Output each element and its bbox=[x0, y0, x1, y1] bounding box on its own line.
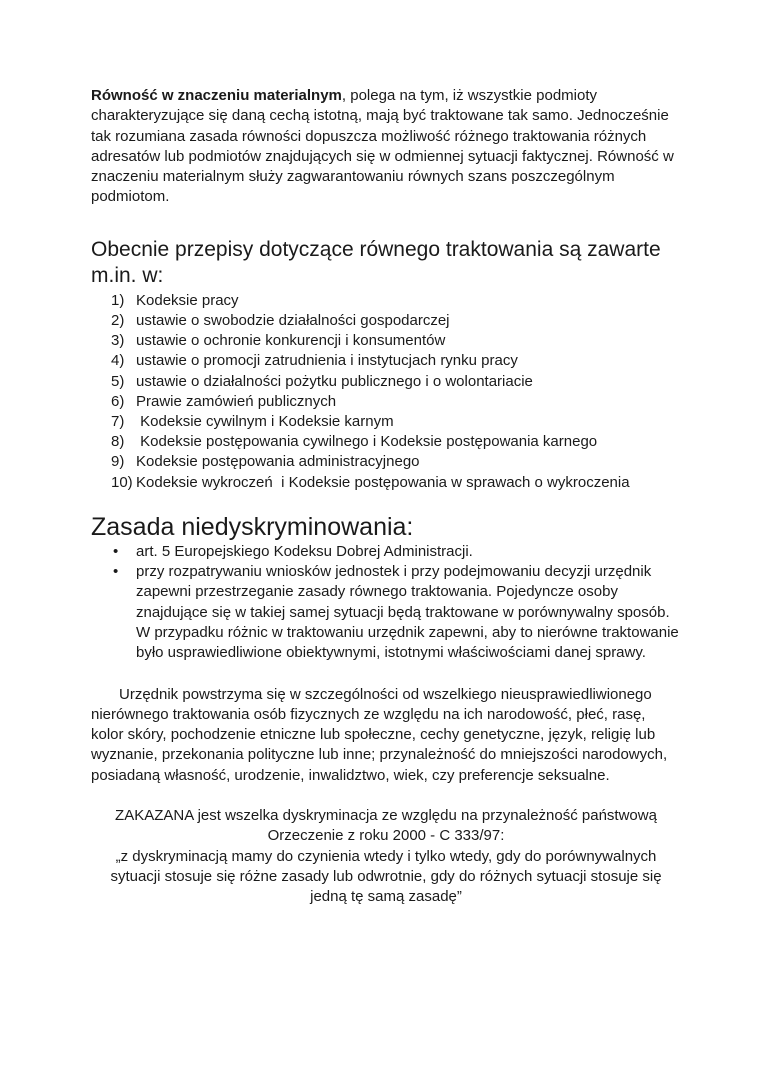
closing-block bbox=[91, 806, 681, 907]
discrimination-paragraph: Urzędnik powstrzyma się w szczególności od wszelkiego nieusprawiedliwionego nierównego traktowania osób fizycznych ze względu na ich narodowość, płeć, rasę, kolor skóry, pochodzenie etniczne lub społeczne, cechy genetyczne, język, religię lub wyznanie, przekonania polityczne lub inne; przynależność do mniejszości narodowych, posiadaną własność, urodzenie, inwalidztwo, wiek, czy preferencje seksualne. bbox=[91, 685, 668, 784]
list-item: 7) Kodeksie cywilnym i Kodeksie karnym bbox=[111, 413, 394, 430]
list-item: 4) ustawie o promocji zatrudnienia i instytucjach rynku pracy bbox=[111, 352, 518, 370]
list-item: 10) Kodeksie wykroczeń i Kodeksie postępowania w sprawach o wykroczenia bbox=[111, 473, 630, 491]
list-item: 9) Kodeksie postępowania administracyjnego bbox=[111, 453, 420, 471]
bullet-icon: • bbox=[113, 563, 119, 581]
bullet-icon: • bbox=[113, 542, 119, 560]
intro-text: , polega na tym, iż wszystkie podmioty charakteryzujące się daną cechą istotną, mają być traktowane tak samo. Jednocześnie tak rozumiana zasada równości dopuszcza możliwość różnego traktowania różnych adresatów lub podmiotów znajdujących się w odmiennej sytuacji faktycznej. Równość w znaczeniu materialnym służy zagwarantowaniu równych szans poszczególnym podmiotom. bbox=[91, 87, 674, 206]
closing-quote: „z dyskryminacją mamy do czynienia wtedy i tylko wtedy, gdy do porównywalnych sytuacji stosuje się różne zasady lub odwrotnie, gdy do różnych sytuacji stosuje się jedną tę samą zasadę” bbox=[110, 847, 662, 906]
closing-line1: ZAKAZANA jest wszelka dyskryminacja ze względu na przynależność państwową bbox=[115, 807, 657, 825]
closing-line2: Orzeczenie z roku 2000 - C 333/97: bbox=[267, 827, 505, 845]
list-item: 8) Kodeksie postępowania cywilnego i Kodeksie postępowania karnego bbox=[111, 433, 598, 451]
intro-paragraph bbox=[91, 86, 681, 208]
section1-heading: Obecnie przepisy dotyczące równego traktowania są zawarte m.in. w: bbox=[91, 237, 661, 287]
list-item: 6) Prawie zamówień publicznych bbox=[111, 392, 337, 410]
section2-heading: Zasada niedyskryminowania: bbox=[91, 512, 414, 541]
list-item: 1) Kodeksie pracy bbox=[111, 291, 239, 309]
laws-list bbox=[91, 291, 681, 493]
principle-bullets bbox=[91, 542, 681, 664]
list-item: 2) ustawie o swobodzie działalności gospodarczej bbox=[111, 311, 450, 329]
list-item: • art. 5 Europejskiego Kodeksu Dobrej Administracji. bbox=[91, 542, 681, 562]
list-item: 5) ustawie o działalności pożytku publicznego i o wolontariacie bbox=[111, 372, 533, 390]
document-page bbox=[91, 86, 681, 908]
intro-bold-lead: Równość w znaczeniu materialnym bbox=[91, 87, 342, 104]
list-item: 3) ustawie o ochronie konkurencji i konsumentów bbox=[111, 332, 446, 350]
list-item: • przy rozpatrywaniu wniosków jednostek i przy podejmowaniu decyzji urzędnik zapewni przestrzeganie zasady równego traktowania. Pojedyncze osoby znajdujące się w takiej samej sytuacji będą traktowane w porównywalny sposób. W przypadku różnic w traktowaniu urzędnik zapewni, aby to nierówne traktowanie było usprawiedliwione obiektywnymi, istotnymi właściwościami danej sprawy. bbox=[91, 562, 681, 663]
